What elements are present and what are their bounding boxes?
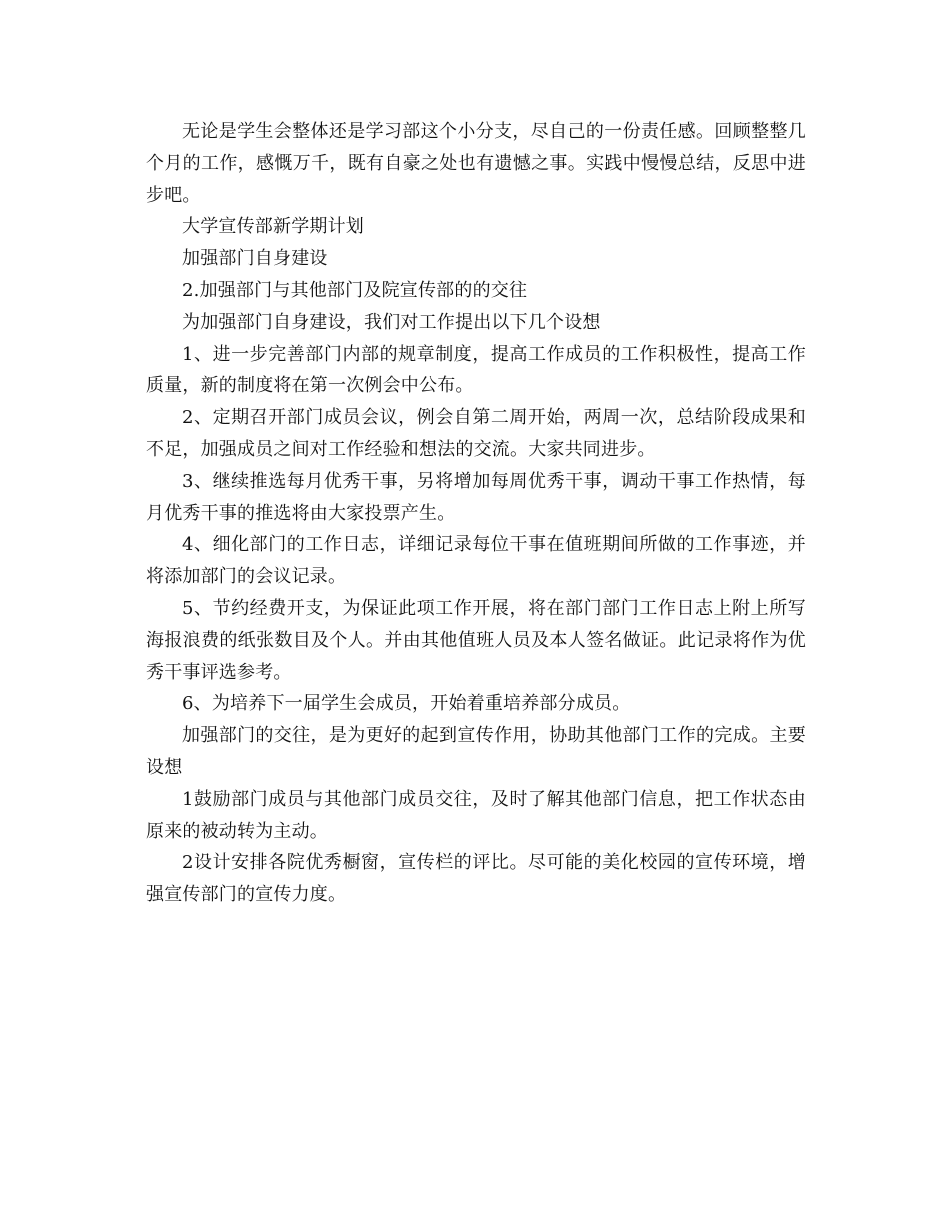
list-item-6: 6、为培养下一届学生会成员，开始着重培养部分成员。 — [182, 693, 631, 715]
paragraph-communication-intro: 加强部门的交往，是为更好的起到宣传作用，协助其他部门工作的完成。主要设想 — [146, 725, 806, 778]
section-heading-communication: 2.加强部门与其他部门及院宣传部的的交往 — [182, 279, 528, 301]
section-title: 大学宣传部新学期计划 — [182, 216, 364, 238]
idea-item-2: 2设计安排各院优秀橱窗，宣传栏的评比。尽可能的美化校园的宣传环境，增强宣传部门的宣传力度。 — [146, 852, 806, 906]
list-item-3: 3、继续推选每月优秀干事，另将增加每周优秀干事，调动干事工作热情，每月优秀干事的推选将由大家投票产生。 — [146, 470, 806, 524]
list-item-4: 4、细化部门的工作日志，详细记录每位干事在值班期间所做的工作事迹，并将添加部门的会议记录。 — [146, 534, 806, 588]
document-body — [146, 116, 806, 911]
paragraph-plan-intro: 为加强部门自身建设，我们对工作提出以下几个设想 — [182, 311, 601, 333]
section-heading-self-building: 加强部门自身建设 — [182, 248, 328, 270]
list-item-5: 5、节约经费开支，为保证此项工作开展，将在部门部门工作日志上附上所写海报浪费的纸张数目及个人。并由其他值班人员及本人签名做证。此记录将作为优秀干事评选参考。 — [146, 597, 806, 683]
paragraph-intro-reflection: 无论是学生会整体还是学习部这个小分支，尽自己的一份责任感。回顾整整几个月的工作，感慨万千，既有自豪之处也有遗憾之事。实践中慢慢总结，反思中进步吧。 — [146, 121, 806, 206]
list-item-2: 2、定期召开部门成员会议，例会自第二周开始，两周一次，总结阶段成果和不足，加强成员之间对工作经验和想法的交流。大家共同进步。 — [146, 407, 806, 460]
idea-item-1: 1鼓励部门成员与其他部门成员交往，及时了解其他部门信息，把工作状态由原来的被动转为主动。 — [146, 788, 806, 842]
list-item-1: 1、进一步完善部门内部的规章制度，提高工作成员的工作积极性，提高工作质量，新的制度将在第一次例会中公布。 — [146, 343, 806, 397]
